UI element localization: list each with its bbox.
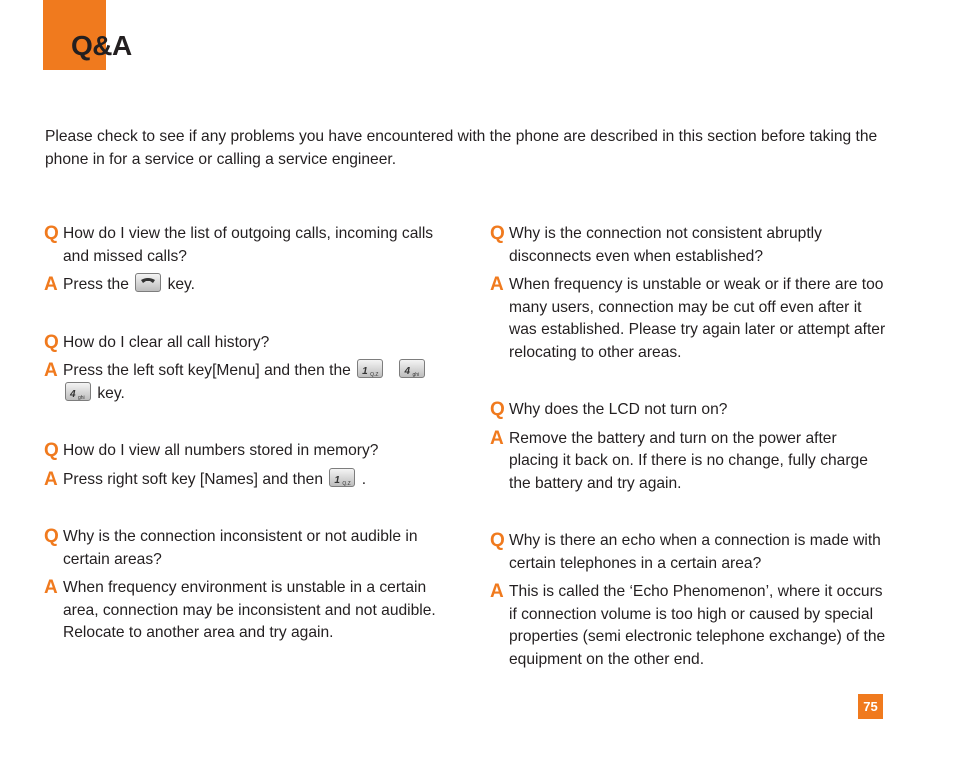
answer-text: This is called the ‘Echo Phenomenon’, where it occurs if connection volume is too high or caused by special properties (semi electronic telephone exchange) of the equipment on the other end. xyxy=(509,583,886,668)
a-mark: A xyxy=(490,427,504,449)
q-mark: Q xyxy=(490,223,505,244)
answer-text: Press the left soft key[Menu] and then the xyxy=(63,362,351,379)
key-letters: ghi xyxy=(78,394,85,401)
key-letters: Q.Z xyxy=(342,480,351,487)
answer-text: Press the xyxy=(63,276,129,293)
answer-text: . xyxy=(361,470,367,488)
q-mark: Q xyxy=(44,223,59,244)
question-text: Why does the LCD not turn on? xyxy=(509,401,728,418)
question-text: Why is the connection not consistent abruptly disconnects even when established? xyxy=(509,225,822,265)
key-1-icon xyxy=(357,359,383,378)
answer-3 xyxy=(44,469,444,492)
q-mark: Q xyxy=(490,530,505,551)
q-mark: Q xyxy=(44,440,59,461)
question-text: Why is there an echo when a connection is made with certain telephones in a certain area? xyxy=(509,532,881,572)
key-number: 1 xyxy=(362,366,368,378)
question-6 xyxy=(490,399,890,422)
answer-4 xyxy=(44,577,444,645)
answer-6 xyxy=(490,428,890,496)
key-number: 1 xyxy=(334,474,340,486)
q-mark: Q xyxy=(44,331,59,353)
answer-text: When frequency is unstable or weak or if there are too many users, connection may be cut off even after it was established. Please try again later or attempt after relocating to other areas. xyxy=(509,276,886,361)
key-number: 4 xyxy=(404,366,411,378)
intro-paragraph: Please check to see if any problems you have encountered with the phone are described in this section before taking the phone in for a service or calling a service engineer. xyxy=(45,128,878,168)
key-4-icon xyxy=(65,382,91,401)
answer-1 xyxy=(44,274,444,297)
question-5 xyxy=(490,223,890,268)
key-4-icon xyxy=(399,359,425,378)
answer-text: key. xyxy=(97,384,125,402)
answer-7 xyxy=(490,581,890,671)
left-column xyxy=(44,223,444,645)
question-text: How do I clear all call history? xyxy=(63,333,270,351)
key-letters: ghi xyxy=(412,372,420,379)
answer-text: Press right soft key [Names] and then xyxy=(63,470,324,488)
a-mark: A xyxy=(44,360,58,381)
question-text: How do I view the list of outgoing calls, incoming calls and missed calls? xyxy=(63,225,434,265)
answer-2 xyxy=(44,360,444,405)
q-mark: Q xyxy=(490,399,505,420)
key-letters: Q.Z xyxy=(370,372,379,379)
q-mark: Q xyxy=(44,526,59,547)
a-mark: A xyxy=(490,581,504,602)
key-number: 4 xyxy=(70,388,76,400)
a-mark: A xyxy=(44,274,58,295)
question-3 xyxy=(44,440,444,463)
send-key-icon xyxy=(135,273,161,292)
question-7 xyxy=(490,530,890,575)
a-mark: A xyxy=(490,274,504,295)
key-1-icon xyxy=(329,468,355,487)
page-number: 75 xyxy=(858,694,883,719)
question-text: Why is the connection inconsistent or not audible in certain areas? xyxy=(63,528,418,568)
right-column xyxy=(490,223,890,671)
answer-text: key. xyxy=(167,276,196,293)
question-1 xyxy=(44,223,444,268)
a-mark: A xyxy=(44,577,58,598)
answer-5 xyxy=(490,274,890,364)
answer-text: When frequency environment is unstable in a certain area, connection may be inconsistent and not audible. Relocate to another area and try again. xyxy=(63,579,436,641)
page-title: Q&A xyxy=(71,30,132,61)
question-2 xyxy=(44,332,444,355)
a-mark: A xyxy=(44,468,58,490)
question-4 xyxy=(44,526,444,571)
question-text: How do I view all numbers stored in memory? xyxy=(63,442,379,459)
answer-text: Remove the battery and turn on the power after placing it back on. If there is no change, fully charge the battery and try again. xyxy=(509,429,868,492)
